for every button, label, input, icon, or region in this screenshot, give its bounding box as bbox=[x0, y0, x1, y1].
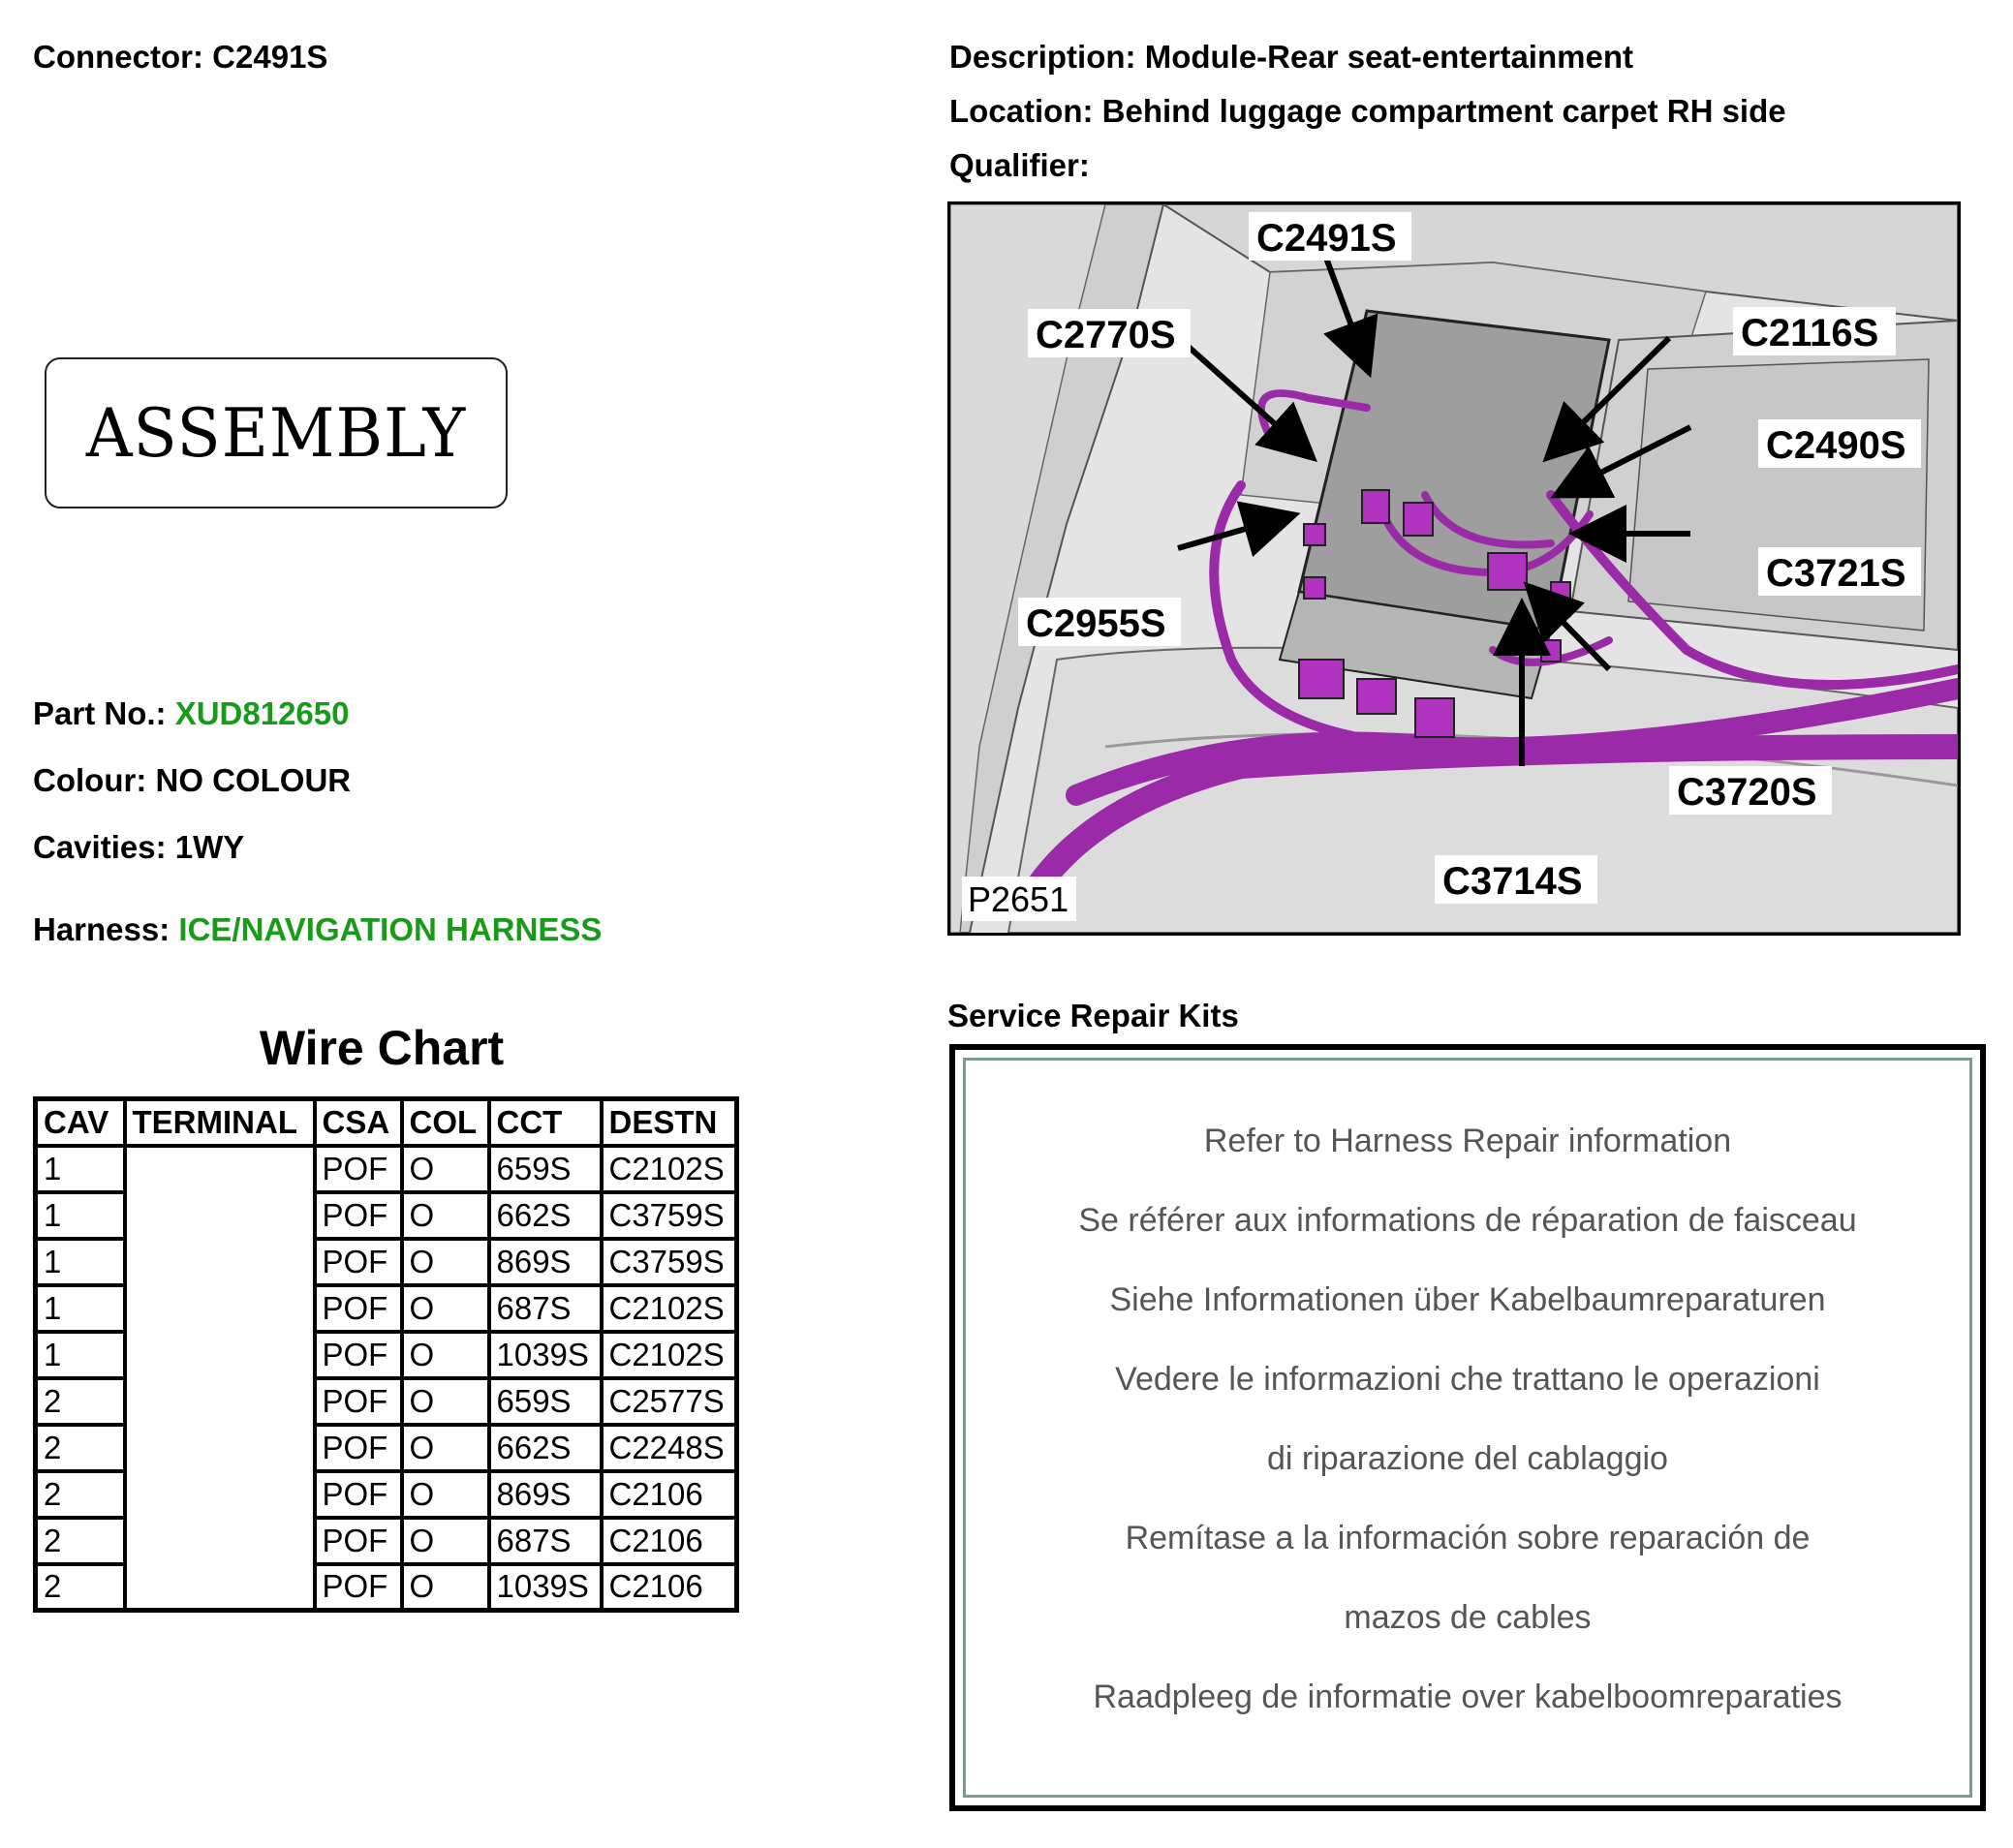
cell-col: O bbox=[402, 1332, 489, 1378]
cell-destn: C3759S bbox=[602, 1192, 737, 1239]
description-value: Module-Rear seat-entertainment bbox=[1144, 39, 1633, 75]
cell-cct: 1039S bbox=[489, 1332, 602, 1378]
cell-csa: POF bbox=[315, 1332, 402, 1378]
cell-terminal bbox=[125, 1192, 315, 1239]
svg-text:C3714S: C3714S bbox=[1442, 860, 1583, 903]
cell-col: O bbox=[402, 1146, 489, 1192]
cell-csa: POF bbox=[315, 1285, 402, 1332]
cell-csa: POF bbox=[315, 1146, 402, 1192]
cell-csa: POF bbox=[315, 1471, 402, 1518]
service-repair-kits-inner bbox=[963, 1058, 1972, 1798]
location-value: Behind luggage compartment carpet RH side bbox=[1101, 93, 1786, 129]
cell-terminal bbox=[125, 1425, 315, 1471]
svg-text:C2490S: C2490S bbox=[1766, 424, 1906, 467]
harness-label: Harness: bbox=[33, 911, 170, 947]
kit-line-de: Siehe Informationen über Kabelbaumreparaturen bbox=[1109, 1281, 1826, 1318]
table-row bbox=[36, 1146, 737, 1192]
cell-cct: 1039S bbox=[489, 1564, 602, 1611]
part-no-line bbox=[33, 695, 349, 732]
callout-c2116s bbox=[1733, 307, 1896, 355]
cell-cav: 2 bbox=[36, 1425, 125, 1471]
cell-cct: 869S bbox=[489, 1239, 602, 1285]
location-line bbox=[949, 93, 1786, 130]
col-header-cav: CAV bbox=[36, 1099, 125, 1146]
cavities-value: 1WY bbox=[174, 829, 245, 865]
table-row bbox=[36, 1518, 737, 1564]
cell-terminal bbox=[125, 1332, 315, 1378]
cell-terminal bbox=[125, 1239, 315, 1285]
callout-c2490s bbox=[1758, 419, 1921, 468]
callout-c3714s bbox=[1435, 855, 1597, 904]
assembly-text: ASSEMBLY bbox=[85, 393, 467, 473]
cell-cav: 2 bbox=[36, 1518, 125, 1564]
kit-line-fr: Se référer aux informations de réparation de faisceau bbox=[1078, 1202, 1857, 1239]
harness-link[interactable]: ICE/NAVIGATION HARNESS bbox=[178, 911, 603, 947]
table-row bbox=[36, 1239, 737, 1285]
qualifier-line bbox=[949, 147, 1090, 184]
cell-cct: 662S bbox=[489, 1192, 602, 1239]
cell-destn: C2577S bbox=[602, 1378, 737, 1425]
cell-destn: C2248S bbox=[602, 1425, 737, 1471]
cell-cav: 1 bbox=[36, 1285, 125, 1332]
table-row bbox=[36, 1425, 737, 1471]
kit-line-en: Refer to Harness Repair information bbox=[1203, 1123, 1732, 1159]
cell-cav: 2 bbox=[36, 1471, 125, 1518]
cell-terminal bbox=[125, 1146, 315, 1192]
cell-cav: 2 bbox=[36, 1378, 125, 1425]
cell-col: O bbox=[402, 1425, 489, 1471]
cell-terminal bbox=[125, 1378, 315, 1425]
description-label: Description: bbox=[949, 39, 1136, 75]
cell-col: O bbox=[402, 1192, 489, 1239]
cell-cav: 1 bbox=[36, 1332, 125, 1378]
cavities-line bbox=[33, 829, 244, 866]
service-repair-kits-title: Service Repair Kits bbox=[947, 998, 1239, 1033]
col-header-csa: CSA bbox=[315, 1099, 402, 1146]
cell-col: O bbox=[402, 1471, 489, 1518]
part-no-link[interactable]: XUD812650 bbox=[174, 695, 350, 731]
cell-csa: POF bbox=[315, 1378, 402, 1425]
qualifier-label: Qualifier: bbox=[949, 147, 1090, 183]
cell-col: O bbox=[402, 1378, 489, 1425]
cell-csa: POF bbox=[315, 1518, 402, 1564]
cell-destn: C2106 bbox=[602, 1564, 737, 1611]
svg-text:C3721S: C3721S bbox=[1766, 552, 1906, 595]
cell-col: O bbox=[402, 1518, 489, 1564]
svg-text:P2651: P2651 bbox=[968, 879, 1069, 919]
kit-line-it-1: Vedere le informazioni che trattano le operazioni bbox=[1115, 1361, 1820, 1398]
callout-c3721s bbox=[1758, 547, 1921, 596]
cell-csa: POF bbox=[315, 1239, 402, 1285]
part-no-label: Part No.: bbox=[33, 695, 167, 731]
callout-c2491s bbox=[1249, 212, 1411, 261]
kit-line-it-2: di riparazione del cablaggio bbox=[1267, 1440, 1668, 1477]
cell-cct: 687S bbox=[489, 1518, 602, 1564]
wire-chart-table bbox=[33, 1096, 739, 1613]
cell-destn: C2102S bbox=[602, 1146, 737, 1192]
table-row bbox=[36, 1285, 737, 1332]
col-header-cct: CCT bbox=[489, 1099, 602, 1146]
cell-cct: 659S bbox=[489, 1146, 602, 1192]
callout-c2770s bbox=[1028, 309, 1191, 357]
callout-c3720s bbox=[1669, 766, 1832, 815]
cell-cav: 1 bbox=[36, 1239, 125, 1285]
cell-terminal bbox=[125, 1471, 315, 1518]
colour-line bbox=[33, 762, 351, 799]
table-row bbox=[36, 1471, 737, 1518]
cell-col: O bbox=[402, 1285, 489, 1332]
cell-csa: POF bbox=[315, 1192, 402, 1239]
cell-col: O bbox=[402, 1564, 489, 1611]
service-repair-kits-box bbox=[949, 1044, 1986, 1811]
table-row bbox=[36, 1192, 737, 1239]
svg-text:C2116S: C2116S bbox=[1741, 312, 1879, 354]
cell-terminal bbox=[125, 1564, 315, 1611]
svg-text:C2955S: C2955S bbox=[1026, 602, 1166, 645]
wire-chart-header-row bbox=[36, 1099, 737, 1146]
cell-csa: POF bbox=[315, 1564, 402, 1611]
cell-cav: 1 bbox=[36, 1146, 125, 1192]
cell-cav: 1 bbox=[36, 1192, 125, 1239]
cell-destn: C2106 bbox=[602, 1518, 737, 1564]
table-row bbox=[36, 1332, 737, 1378]
cell-cct: 687S bbox=[489, 1285, 602, 1332]
cell-destn: C2102S bbox=[602, 1285, 737, 1332]
cell-csa: POF bbox=[315, 1425, 402, 1471]
figure-id bbox=[962, 877, 1076, 921]
col-header-col: COL bbox=[402, 1099, 489, 1146]
cell-cct: 662S bbox=[489, 1425, 602, 1471]
cell-col: O bbox=[402, 1239, 489, 1285]
cell-destn: C2102S bbox=[602, 1332, 737, 1378]
harness-line bbox=[33, 911, 602, 948]
location-diagram bbox=[947, 201, 1961, 936]
col-header-destn: DESTN bbox=[602, 1099, 737, 1146]
location-label: Location: bbox=[949, 93, 1094, 129]
cell-terminal bbox=[125, 1285, 315, 1332]
svg-text:C2770S: C2770S bbox=[1036, 314, 1176, 356]
colour-value: NO COLOUR bbox=[155, 762, 352, 798]
kit-line-nl: Raadpleeg de informatie over kabelboomreparaties bbox=[1093, 1679, 1843, 1715]
cell-destn: C2106 bbox=[602, 1471, 737, 1518]
connector-label: Connector: bbox=[33, 39, 203, 75]
cell-destn: C3759S bbox=[602, 1239, 737, 1285]
connector-value: C2491S bbox=[212, 39, 328, 75]
wire-chart-title: Wire Chart bbox=[259, 1021, 505, 1075]
connector-line bbox=[33, 39, 327, 76]
table-row bbox=[36, 1564, 737, 1611]
kit-line-es-1: Remítase a la información sobre reparación de bbox=[1125, 1520, 1811, 1556]
assembly-box bbox=[45, 357, 508, 508]
table-row bbox=[36, 1378, 737, 1425]
cell-cct: 869S bbox=[489, 1471, 602, 1518]
svg-text:C2491S: C2491S bbox=[1256, 217, 1397, 260]
kit-line-es-2: mazos de cables bbox=[1344, 1599, 1592, 1636]
cell-cct: 659S bbox=[489, 1378, 602, 1425]
col-header-terminal: TERMINAL bbox=[125, 1099, 315, 1146]
cavities-label: Cavities: bbox=[33, 829, 167, 865]
cell-cav: 2 bbox=[36, 1564, 125, 1611]
callout-c2955s bbox=[1018, 598, 1181, 646]
colour-label: Colour: bbox=[33, 762, 147, 798]
cell-terminal bbox=[125, 1518, 315, 1564]
svg-text:C3720S: C3720S bbox=[1677, 771, 1817, 814]
description-line bbox=[949, 39, 1633, 76]
